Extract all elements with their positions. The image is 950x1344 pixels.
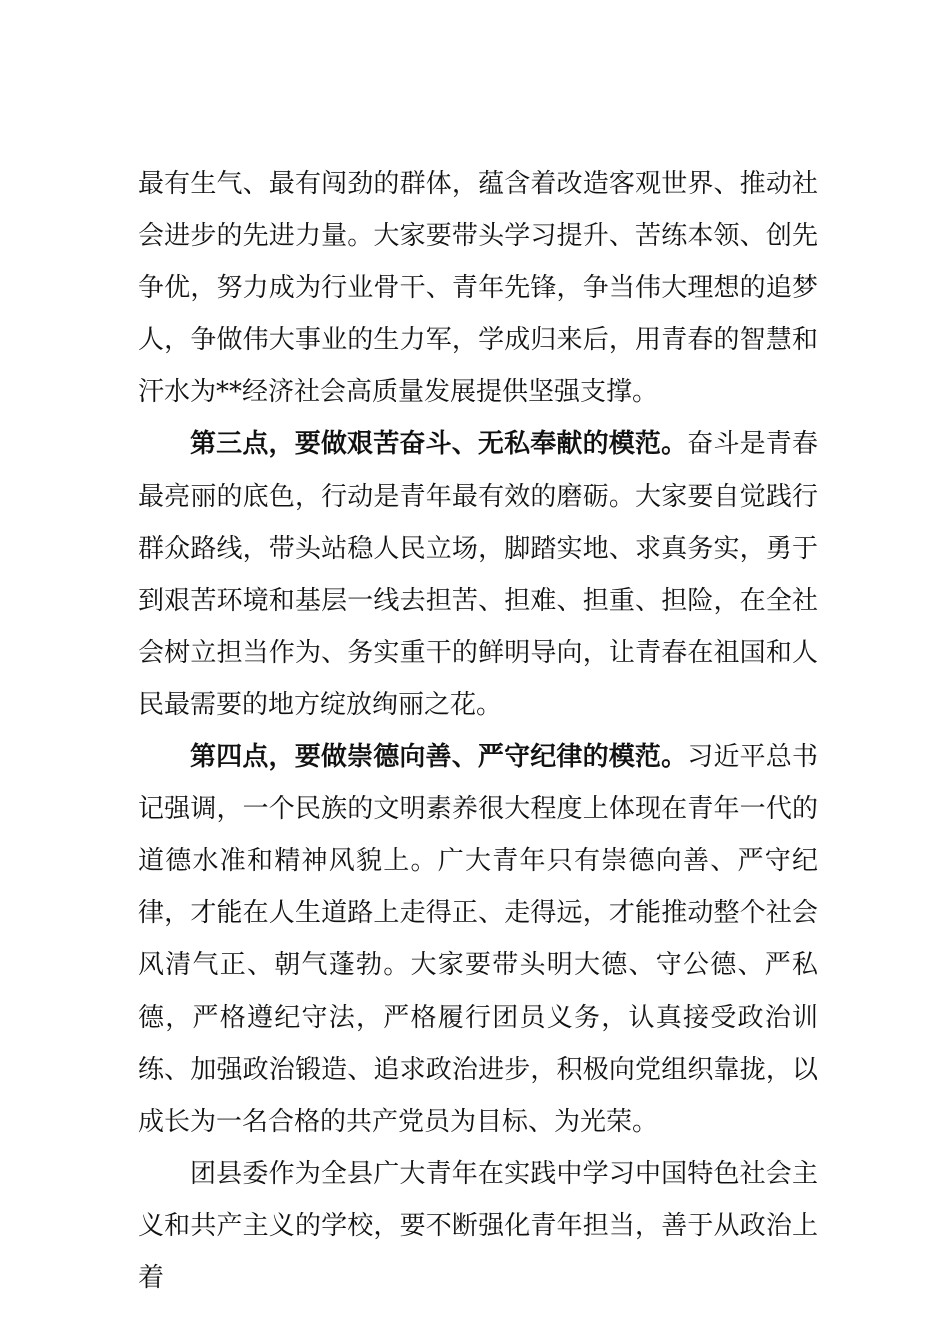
paragraph-text: 团县委作为全县广大青年在实践中学习中国特色社会主义和共产主义的学校，要不断强化青年担当，善于从政治上着 — [138, 1158, 818, 1293]
paragraph-text: 最有生气、最有闯劲的群体，蕴含着改造客观世界、推动社会进步的先进力量。大家要带头学习提升、苦练本领、创先争优，努力成为行业骨干、青年先锋，争当伟大理想的追梦人，争做伟大事业的生力军，学成归来后，用青春的智慧和汗水为**经济社会高质量发展提供坚强支撑。 — [138, 169, 818, 408]
paragraph-1 — [138, 158, 818, 418]
paragraph-2 — [138, 418, 818, 731]
paragraph-lead-sentence: 第三点，要做艰苦奋斗、无私奉献的模范。 — [190, 429, 688, 460]
document-body — [138, 158, 818, 1304]
paragraph-text: 习近平总书记强调，一个民族的文明素养很大程度上体现在青年一代的道德水准和精神风貌上。广大青年只有崇德向善、严守纪律，才能在人生道路上走得正、走得远，才能推动整个社会风清气正、朝气蓬勃。大家要带头明大德、守公德、严私德，严格遵纪守法，严格履行团员义务，认真接受政治训练、加强政治锻造、追求政治进步，积极向党组织靠拢，以成长为一名合格的共产党员为目标、为光荣。 — [138, 742, 818, 1137]
paragraph-text: 奋斗是青春最亮丽的底色，行动是青年最有效的磨砺。大家要自觉践行群众路线，带头站稳人民立场，脚踏实地、求真务实，勇于到艰苦环境和基层一线去担苦、担难、担重、担险，在全社会树立担当作为、务实重干的鲜明导向，让青春在祖国和人民最需要的地方绽放绚丽之花。 — [138, 429, 818, 720]
paragraph-lead-sentence: 第四点，要做崇德向善、严守纪律的模范。 — [190, 742, 688, 773]
paragraph-3 — [138, 731, 818, 1148]
paragraph-4 — [138, 1148, 818, 1304]
